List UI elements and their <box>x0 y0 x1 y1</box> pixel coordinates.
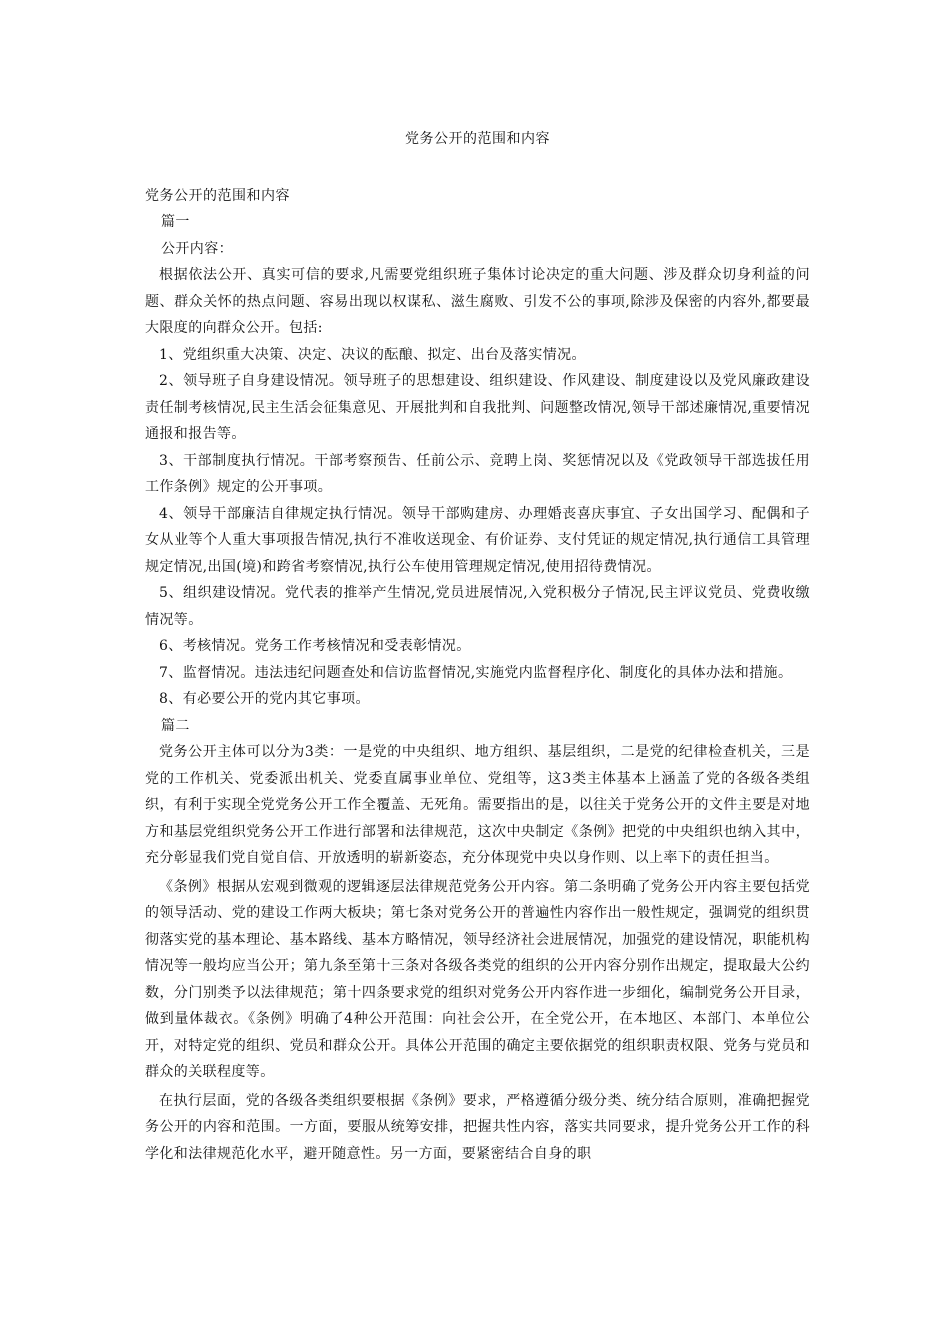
document-title: 党务公开的范围和内容 <box>405 131 550 147</box>
section-label-2: 篇二 <box>161 717 190 734</box>
paragraph: 根据依法公开、真实可信的要求,凡需要党组织班子集体讨论决定的重大问题、涉及群众切身利益的问题、群众关怀的热点问题、容易出现以权谋私、滋生腐败、引发不公的事项,除涉及保密的内容外,都要最大限度的向群众公开。包括: <box>145 267 810 336</box>
paragraph: 《条例》根据从宏观到微观的逻辑逐层法律规范党务公开内容。第二条明确了党务公开内容主要包括党的领导活动、党的建设工作两大板块；第七条对党务公开的普遍性内容作出一般性规定，强调党的组织贯彻落实党的基本理论、基本路线、基本方略情况，领导经济社会进展情况，加强党的建设情况，职能机构情况等一般均应当公开；第九条至第十三条对各级各类党的组织的公开内容分别作出规定，提取最大公约数，分门别类予以法律规范；第十四条要求党的组织对党务公开内容作进一步细化，编制党务公开目录，做到量体裁衣。《条例》明确了4种公开范围：向社会公开，在全党公开，在本地区、本部门、本单位公开，对特定党的组织、党员和群众公开。具体公开范围的确定主要依据党的组织职责权限、党务与党员和群众的关联程度等。 <box>145 878 810 1080</box>
paragraph: 3、干部制度执行情况。干部考察预告、任前公示、竞聘上岗、奖惩情况以及《党政领导干部选拔任用工作条例》规定的公开事项。 <box>145 452 810 495</box>
paragraph: 5、组织建设情况。党代表的推举产生情况,党员进展情况,入党积极分子情况,民主评议党员、党费收缴情况等。 <box>145 585 810 628</box>
paragraph: 2、领导班子自身建设情况。领导班子的思想建设、组织建设、作风建设、制度建设以及党风廉政建设责任制考核情况,民主生活会征集意见、开展批判和自我批判、问题整改情况,领导干部述廉情况,重要情况通报和报告等。 <box>145 373 810 442</box>
section-label-1: 篇一 <box>161 214 190 230</box>
paragraph: 8、有必要公开的党内其它事项。 <box>159 691 370 707</box>
paragraph: 党务公开主体可以分为3类：一是党的中央组织、地方组织、基层组织，二是党的纪律检查机关，三是党的工作机关、党委派出机关、党委直属事业单位、党组等，这3类主体基本上涵盖了党的各级各类组织，有利于实现全党党务公开工作全覆盖、无死角。需要指出的是，以往关于党务公开的文件主要是对地方和基层党组织党务公开工作进行部署和法律规范，这次中央制定《条例》把党的中央组织也纳入其中，充分彰显我们党自觉自信、开放透明的崭新姿态，充分体现党中央以身作则、以上率下的责任担当。 <box>145 744 810 866</box>
paragraph: 1、党组织重大决策、决定、决议的酝酿、拟定、出台及落实情况。 <box>159 346 586 363</box>
paragraph: 7、监督情况。违法违纪问题查处和信访监督情况,实施党内监督程序化、制度化的具体办法和措施。 <box>159 664 793 681</box>
document-subtitle: 党务公开的范围和内容 <box>145 188 290 204</box>
paragraph: 4、领导干部廉洁自律规定执行情况。领导干部购建房、办理婚丧喜庆事宜、子女出国学习、配偶和子女从业等个人重大事项报告情况,执行不准收送现金、有价证券、支付凭证的规定情况,执行通信工具管理规定情况,出国(境)和跨省考察情况,执行公车使用管理规定情况,使用招待费情况。 <box>145 505 810 575</box>
section-intro: 公开内容： <box>161 240 233 257</box>
paragraph: 6、考核情况。党务工作考核情况和受表彰情况。 <box>159 638 471 654</box>
paragraph: 在执行层面，党的各级各类组织要根据《条例》要求，严格遵循分级分类、统分结合原则，准确把握党务公开的内容和范围。一方面，要服从统筹安排，把握共性内容，落实共同要求，提升党务公开工作的科学化和法律规范化水平，避开随意性。另一方面，要紧密结合自身的职 <box>145 1092 810 1162</box>
